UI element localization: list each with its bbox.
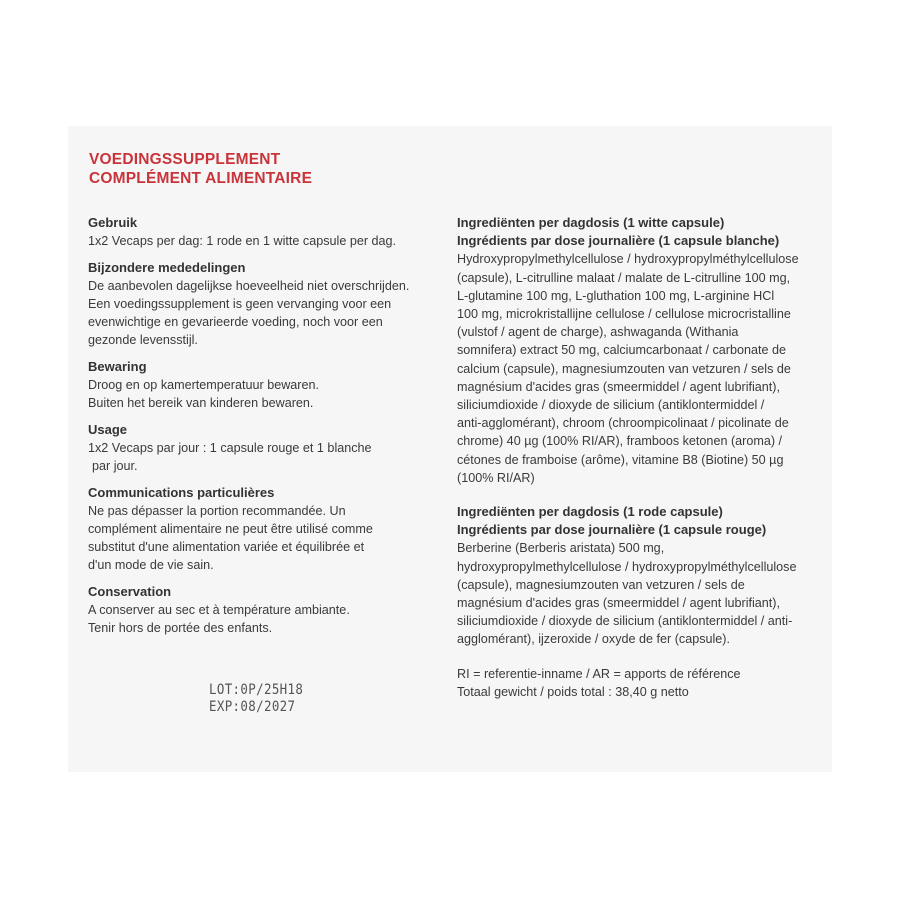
section-title: Communications particulières <box>88 485 275 500</box>
ingredient-line: calcium (capsule), magnesiumzouten van vetzuren / sels de <box>457 361 791 376</box>
section-title: Bijzondere mededelingen <box>88 260 246 275</box>
ingredient-line: magnésium d'acides gras (smeermiddel / agent lubrifiant), <box>457 596 780 611</box>
ingredient-line: anti-agglomérant), chroom (chroompicolinaat / picolinate de <box>457 416 789 431</box>
footnote-line: Totaal gewicht / poids total : 38,40 g netto <box>457 684 689 699</box>
section-line: evenwichtige en gevarieerde voeding, noch voor een <box>88 315 383 329</box>
section-conservation <box>88 583 424 637</box>
headline-dutch: VOEDINGSSUPPLEMENT <box>89 151 281 168</box>
product-label-panel <box>68 126 832 772</box>
section-line: Tenir hors de portée des enfants. <box>88 621 273 635</box>
ingredient-line: (vulstof / agent de charge), ashwaganda (Withania <box>457 325 739 340</box>
section-line: gezonde levensstijl. <box>88 333 198 347</box>
section-line: 1x2 Vecaps per dag: 1 rode en 1 witte capsule per dag. <box>88 234 397 248</box>
expiry-date: EXP:08/2027 <box>209 699 296 715</box>
section-usage <box>88 421 424 475</box>
section-title: Bewaring <box>88 359 147 374</box>
section-title: Usage <box>88 422 128 437</box>
ingredient-line: (capsule), L-citrulline malaat / malate de L-citrulline 100 mg, <box>457 270 791 285</box>
ingredients-title-fr: Ingrédients par dose journalière (1 capsule rouge) <box>457 522 767 538</box>
headline <box>89 150 312 188</box>
ingredient-line: chrome) 40 µg (100% RI/AR), framboos ketonen (aroma) / <box>457 434 783 449</box>
ingredient-line: (capsule), magnesiumzouten van vetzuren / sels de <box>457 577 745 592</box>
ingredient-line: Berberine (Berberis aristata) 500 mg, <box>457 541 665 556</box>
section-line: complément alimentaire ne peut être utilisé comme <box>88 522 373 536</box>
section-title: Gebruik <box>88 215 138 230</box>
ingredient-line: L-glutamine 100 mg, L-gluthation 100 mg, L-arginine HCl <box>457 288 775 303</box>
lot-number: LOT:0P/25H18 <box>209 682 304 698</box>
batch-code-stamp <box>209 682 303 716</box>
section-gebruik <box>88 214 424 250</box>
ingredient-line: agglomérant), ijzeroxide / oxyde de fer (capsule). <box>457 632 730 647</box>
ingredient-line: cétones de framboise (arôme), vitamine B8 (Biotine) 50 µg <box>457 452 784 467</box>
ingredients-red-capsule <box>457 503 817 649</box>
ingredients-white-capsule <box>457 214 817 487</box>
ingredient-line: siliciumdioxide / dioxyde de silicium (antiklontermiddel / <box>457 398 765 413</box>
section-title: Conservation <box>88 584 172 599</box>
section-communications <box>88 484 424 574</box>
section-line: par jour. <box>92 459 138 473</box>
headline-french: COMPLÉMENT ALIMENTAIRE <box>89 170 313 187</box>
ingredient-line: magnésium d'acides gras (smeermiddel / agent lubrifiant), <box>457 379 780 394</box>
footnote-line: RI = referentie-inname / AR = apports de référence <box>457 666 741 681</box>
section-line: Droog en op kamertemperatuur bewaren. <box>88 378 320 392</box>
section-line: 1x2 Vecaps par jour : 1 capsule rouge et 1 blanche <box>88 441 372 455</box>
ingredient-line: Hydroxypropylmethylcellulose / hydroxypropylméthylcellulose <box>457 252 799 267</box>
section-line: Een voedingssupplement is geen vervanging voor een <box>88 297 392 311</box>
section-line: substitut d'une alimentation variée et équilibrée et <box>88 540 365 554</box>
section-line: d'un mode de vie sain. <box>88 558 214 572</box>
ingredients-column <box>457 214 817 717</box>
section-line: Ne pas dépasser la portion recommandée. Un <box>88 504 346 518</box>
ingredients-title-nl: Ingrediënten per dagdosis (1 rode capsule) <box>457 504 723 520</box>
section-line: Buiten het bereik van kinderen bewaren. <box>88 396 314 410</box>
ingredient-line: (100% RI/AR) <box>457 470 535 485</box>
ingredient-line: somnifera) extract 50 mg, calciumcarbonaat / carbonate de <box>457 343 786 358</box>
ingredient-line: 100 mg, microkristallijne cellulose / cellulose microcristalline <box>457 307 791 322</box>
section-bewaring <box>88 358 424 412</box>
ingredient-line: hydroxypropylmethylcellulose / hydroxypropylméthylcellulose <box>457 559 797 574</box>
section-line: A conserver au sec et à température ambiante. <box>88 603 350 617</box>
ingredients-title-fr: Ingrédients par dose journalière (1 capsule blanche) <box>457 233 780 249</box>
reference-footnote <box>457 665 817 701</box>
ingredient-line: siliciumdioxide / dioxyde de silicium (antiklontermiddel / anti- <box>457 614 793 629</box>
ingredients-title-nl: Ingrediënten per dagdosis (1 witte capsule) <box>457 215 725 230</box>
usage-column <box>88 214 424 646</box>
section-line: De aanbevolen dagelijkse hoeveelheid niet overschrijden. <box>88 279 410 293</box>
section-bijzondere-mededelingen <box>88 259 424 349</box>
